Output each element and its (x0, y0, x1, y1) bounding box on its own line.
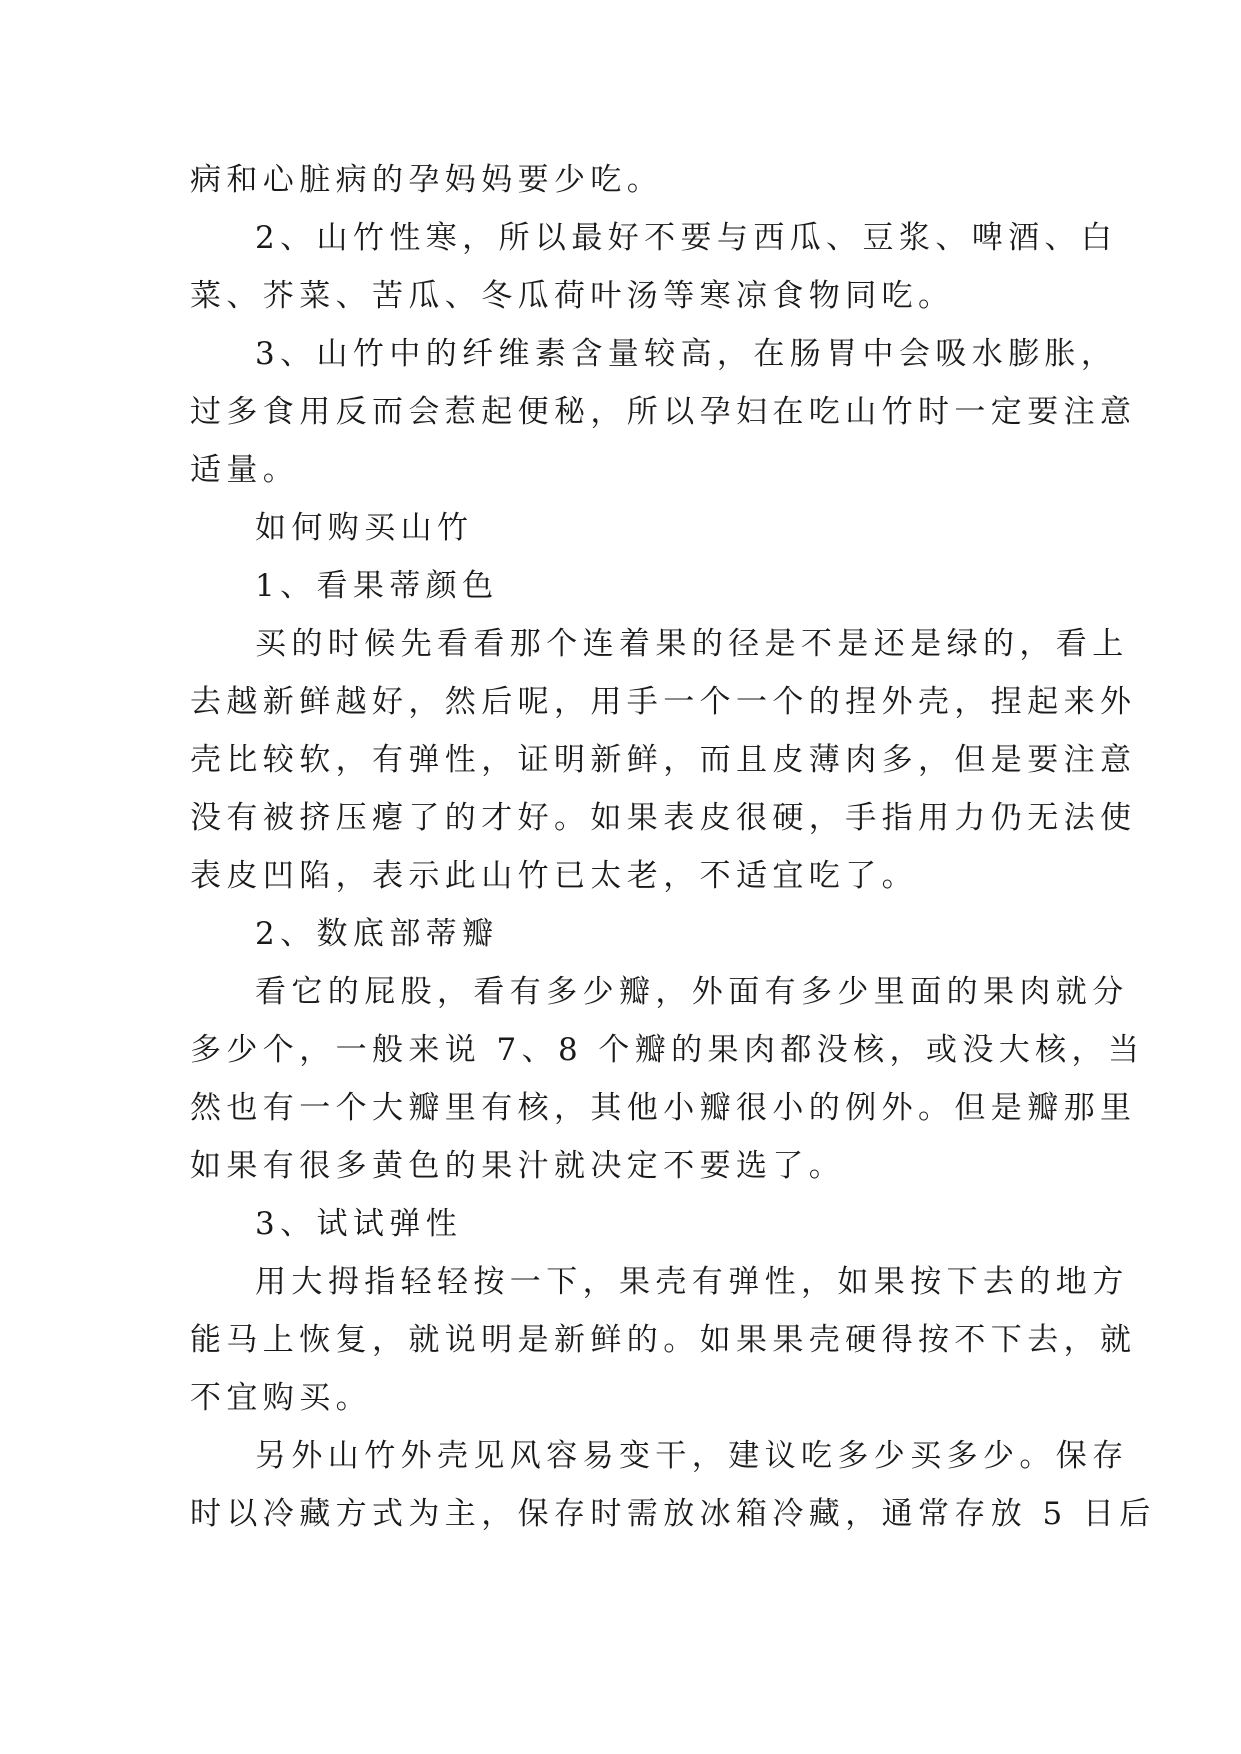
text-line: 适量。 (190, 452, 300, 488)
text-line: 另外山竹外壳见风容易变干，建议吃多少买多少。保存 (255, 1438, 1129, 1474)
subsection-heading: 1、看果蒂颜色 (255, 568, 499, 604)
text-line: 多少个，一般来说 7、8 个瓣的果肉都没核，或没大核，当 (190, 1032, 1145, 1068)
text-line: 去越新鲜越好，然后呢，用手一个一个的捏外壳，捏起来外 (190, 684, 1137, 720)
text-line: 然也有一个大瓣里有核，其他小瓣很小的例外。但是瓣那里 (190, 1090, 1137, 1126)
subsection-heading: 3、试试弹性 (255, 1206, 463, 1242)
text-line: 表皮凹陷，表示此山竹已太老，不适宜吃了。 (190, 858, 918, 894)
subsection-heading: 2、数底部蒂瓣 (255, 916, 499, 952)
text-line: 壳比较软，有弹性，证明新鲜，而且皮薄肉多，但是要注意 (190, 742, 1137, 778)
text-line: 看它的屁股，看有多少瓣，外面有多少里面的果肉就分 (255, 974, 1129, 1010)
text-line: 菜、芥菜、苦瓜、冬瓜荷叶汤等寒凉食物同吃。 (190, 278, 955, 314)
text-line: 过多食用反而会惹起便秘，所以孕妇在吃山竹时一定要注意 (190, 394, 1137, 430)
text-line: 如果有很多黄色的果汁就决定不要选了。 (190, 1148, 846, 1184)
text-line: 3、山竹中的纤维素含量较高，在肠胃中会吸水膨胀， (255, 336, 1118, 372)
section-heading: 如何购买山竹 (255, 510, 474, 546)
text-line: 时以冷藏方式为主，保存时需放冰箱冷藏，通常存放 5 日后 (190, 1496, 1156, 1532)
text-line: 能马上恢复，就说明是新鲜的。如果果壳硬得按不下去，就 (190, 1322, 1137, 1358)
text-line: 买的时候先看看那个连着果的径是不是还是绿的，看上 (255, 626, 1129, 662)
text-line: 没有被挤压瘪了的才好。如果表皮很硬，手指用力仍无法使 (190, 800, 1137, 836)
text-line: 病和心脏病的孕妈妈要少吃。 (190, 162, 664, 198)
text-line: 用大拇指轻轻按一下，果壳有弹性，如果按下去的地方 (255, 1264, 1129, 1300)
text-line: 2、山竹性寒，所以最好不要与西瓜、豆浆、啤酒、白 (255, 220, 1118, 256)
text-line: 不宜购买。 (190, 1380, 372, 1416)
